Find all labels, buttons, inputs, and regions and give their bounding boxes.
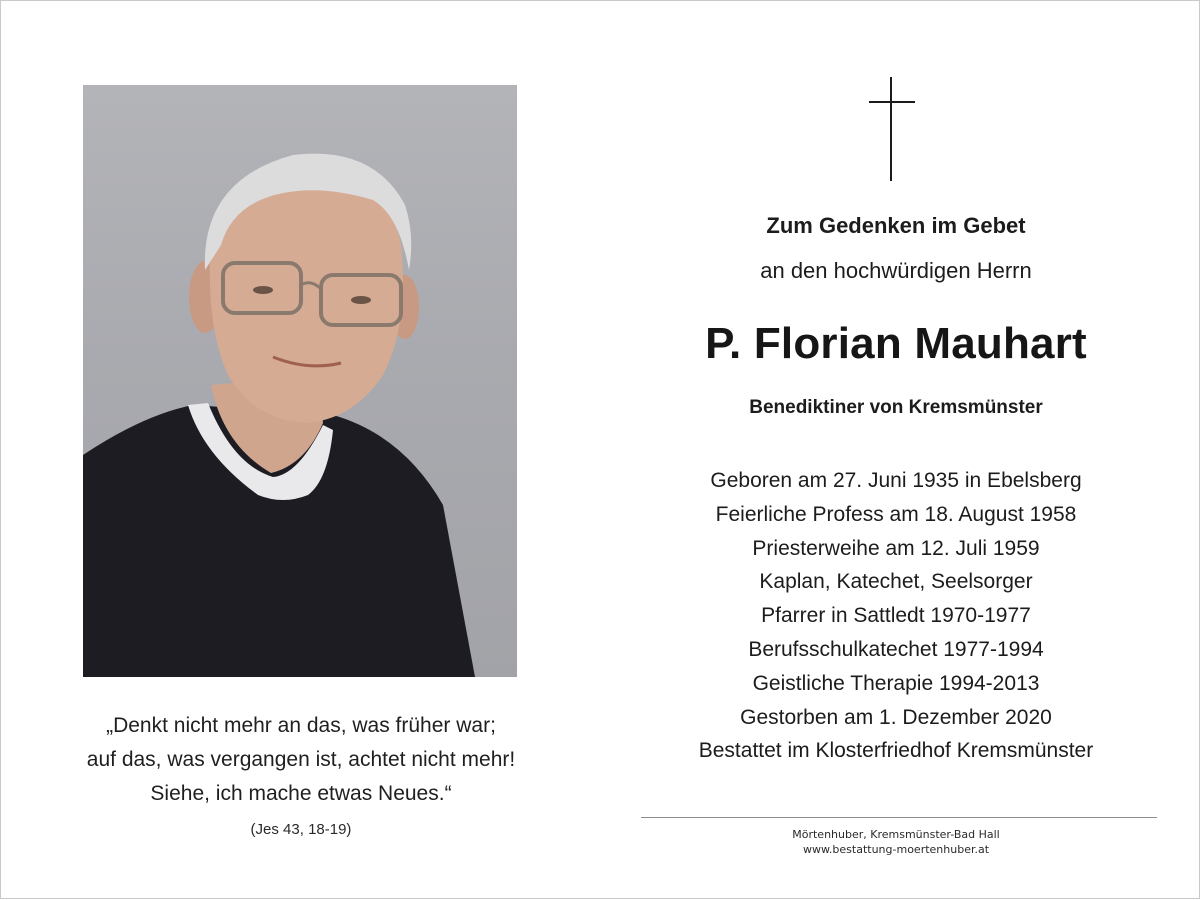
bio-line: Priesterweihe am 12. Juli 1959 xyxy=(752,536,1040,560)
biography xyxy=(641,464,1151,768)
bio-line: Geistliche Therapie 1994-2013 xyxy=(752,671,1040,695)
quote-reference: (Jes 43, 18-19) xyxy=(250,821,352,838)
bio-line: Berufsschulkatechet 1977-1994 xyxy=(748,637,1044,661)
bio-line: Pfarrer in Sattledt 1970-1977 xyxy=(761,604,1031,628)
bio-line: Kaplan, Katechet, Seelsorger xyxy=(759,570,1033,594)
religious-order: Benediktiner von Kremsmünster xyxy=(749,397,1043,418)
footer-divider xyxy=(641,817,1157,818)
bio-line: Feierliche Profess am 18. August 1958 xyxy=(715,502,1077,526)
bio-line: Bestattet im Klosterfriedhof Kremsmünster xyxy=(698,739,1094,763)
portrait-photo xyxy=(83,85,517,677)
latin-cross-icon xyxy=(869,77,915,181)
quote-line-2: auf das, was vergangen ist, achtet nicht mehr! xyxy=(86,748,516,771)
quote-line-1: „Denkt nicht mehr an das, was früher war; xyxy=(106,714,496,737)
portrait-illustration xyxy=(83,85,517,677)
memorial-text-column xyxy=(641,1,1151,900)
bio-line: Geboren am 27. Juni 1935 in Ebelsberg xyxy=(710,469,1082,492)
memorial-heading: Zum Gedenken im Gebet xyxy=(766,213,1026,238)
funeral-home-website: www.bestattung-moertenhuber.at xyxy=(802,843,990,856)
footer xyxy=(641,827,1151,857)
funeral-home-name: Mörtenhuber, Kremsmünster-Bad Hall xyxy=(792,828,1000,841)
deceased-name: P. Florian Mauhart xyxy=(705,319,1087,368)
memorial-subheading: an den hochwürdigen Herrn xyxy=(760,258,1032,283)
bible-quote xyxy=(41,709,561,838)
quote-line-3: Siehe, ich mache etwas Neues.“ xyxy=(150,782,452,805)
bio-line: Gestorben am 1. Dezember 2020 xyxy=(740,705,1052,729)
